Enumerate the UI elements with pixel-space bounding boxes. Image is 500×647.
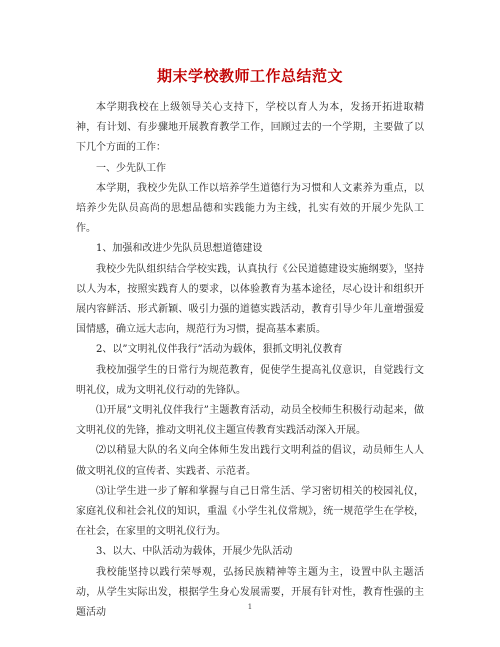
document-title: 期末学校教师工作总结范文 [156, 67, 343, 85]
list-item: ⑴开展”文明礼仪伴我行”主题教育活动，动员全校师生积极行动起来，做文明礼仪的先锋，推动文明礼仪主题宣传教育实践活动深入开展。 [76, 405, 424, 437]
paragraph: 本学期，我校少先队工作以培养学生道德行为习惯和人文素养为重点，以培养少先队员高尚的思想品德和实践能力为主线，扎实有效的开展少先队工作。 [76, 182, 424, 235]
subsection-heading: 2、以”文明礼仪伴我行”活动为载体，狠抓文明礼仪教育 [96, 344, 343, 356]
section-heading: 一、少先队工作 [96, 162, 166, 174]
page-number: 1 [247, 603, 253, 611]
paragraph: 我校加强学生的日常行为规范教育，促使学生提高礼仪意识，自觉践行文明礼仪，成为文明礼仪行动的先锋队。 [76, 364, 424, 396]
list-item: ⑵以稍显大队的名义向全体师生发出践行文明利益的倡议，动员师生人人做文明礼仪的宣传者、实践者、示范者。 [76, 445, 424, 477]
paragraph-intro: 本学期我校在上级领导关心支持下，学校以育人为本，发扬开拓进取精神，有计划、有步骤地开展教育教学工作，回顾过去的一个学期，主要做了以下几个方面的工作： [76, 102, 424, 154]
subsection-heading: 1、加强和改进少先队员思想道德建设 [96, 243, 263, 255]
document-body [76, 98, 424, 623]
paragraph: 我校少先队组织结合学校实践，认真执行《公民道德建设实施纲要》，坚持以人为本，按照实践育人的要求，以体验教育为基本途径，尽心设计和组织开展内容鲜活、形式新颖、吸引力强的道德实践活动，教育引导少年儿童增强爱国情感，确立远大志向，规范行为习惯，提高基本素质。 [76, 263, 424, 336]
list-item: ⑶让学生进一步了解和掌握与自己日常生活、学习密切相关的校园礼仪，家庭礼仪和社会礼仪的知识，重温《小学生礼仪常规》，统一规范学生在学校，在社会，在家里的文明礼仪行为。 [76, 485, 424, 538]
paragraph: 我校能坚持以践行荣辱观，弘扬民族精神等主题为主，设置中队主题活动，从学生实际出发，根据学生身心发展需要，开展有针对性，教育性强的主题活动 [76, 566, 424, 619]
subsection-heading: 3、以大、中队活动为载体，开展少先队活动 [96, 546, 293, 558]
